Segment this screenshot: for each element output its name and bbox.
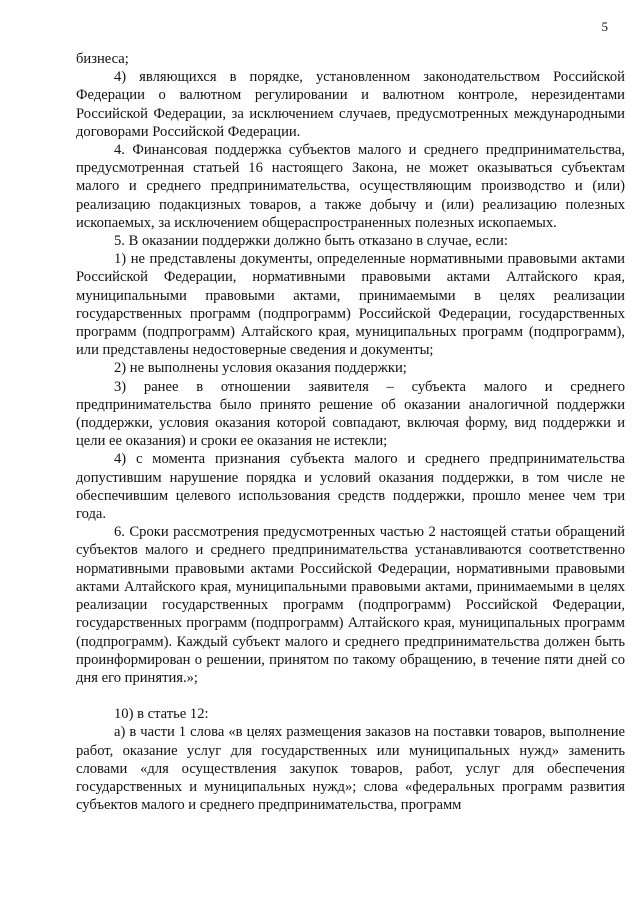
paragraph: 10) в статье 12: — [114, 706, 209, 723]
paragraph: 4) являющихся в порядке, установленном законодательством Российской Федерации о валютном регулировании и валютном контроле, нерезидентами Российской Федерации, за исключением случаев, предусмотренных международными договорами Российской Федерации. — [76, 69, 625, 140]
paragraph: 5. В оказании поддержки должно быть отказано в случае, если: — [114, 233, 508, 250]
paragraph: бизнеса; — [76, 51, 129, 67]
paragraph: а) в части 1 слова «в целях размещения заказов на поставки товаров, выполнение работ, оказание услуг для государственных или муниципальных нужд» заменить словами «для осуществления закупок товаров, работ, услуг для обеспечения государственных и муниципальных нужд»; слова «федеральных программ развития субъектов малого и среднего предпринимательства, программ — [76, 724, 625, 814]
document-body — [76, 50, 625, 814]
paragraph: 4. Финансовая поддержка субъектов малого и среднего предпринимательства, предусмотренная статьей 16 настоящего Закона, не может оказываться субъектам малого и среднего предпринимательства, осуществляющим производство и (или) реализацию подакцизных товаров, а также добычу и (или) реализацию полезных ископаемых, за исключением общераспространенных полезных ископаемых. — [76, 142, 625, 231]
paragraph: 6. Сроки рассмотрения предусмотренных частью 2 настоящей статьи обращений субъектов малого и среднего предпринимательства устанавливаются соответственно нормативными правовыми актами Российской Федерации, нормативными правовыми актами Алтайского края, муниципальными правовыми актами, принимаемыми в целях реализации государственных программ (подпрограмм) Российской Федерации, государственных программ (подпрограмм) Алтайского края, муниципальных программ (подпрограмм). Каждый субъект малого и среднего предпринимательства должен быть проинформирован о решении, принятом по такому обращению, в течение пяти дней со дня его принятия.»; — [76, 524, 625, 686]
paragraph: 2) не выполнены условия оказания поддержки; — [114, 360, 407, 377]
paragraph: 1) не представлены документы, определенные нормативными правовыми актами Российской Федерации, нормативными правовыми актами Алтайского края, муниципальными правовыми актами, принимаемыми в целях реализации государственных программ (подпрограмм) Российской Федерации, государственных программ (подпрограмм) Алтайского края, муниципальных программ (подпрограмм), или представлены недостоверные сведения и документы; — [76, 251, 625, 359]
page-number: 5 — [601, 19, 608, 34]
paragraph: 4) с момента признания субъекта малого и среднего предпринимательства допустившим нарушение порядка и условий оказания поддержки, в том числе не обеспечившим целевого использования средств поддержки, прошло менее чем три года. — [76, 451, 625, 523]
paragraph: 3) ранее в отношении заявителя – субъекта малого и среднего предпринимательства было принято решение об оказании аналогичной поддержки (поддержки, условия оказания которой совпадают, включая форму, вид поддержки и цели ее оказания) и сроки ее оказания не истекли; — [76, 378, 625, 450]
